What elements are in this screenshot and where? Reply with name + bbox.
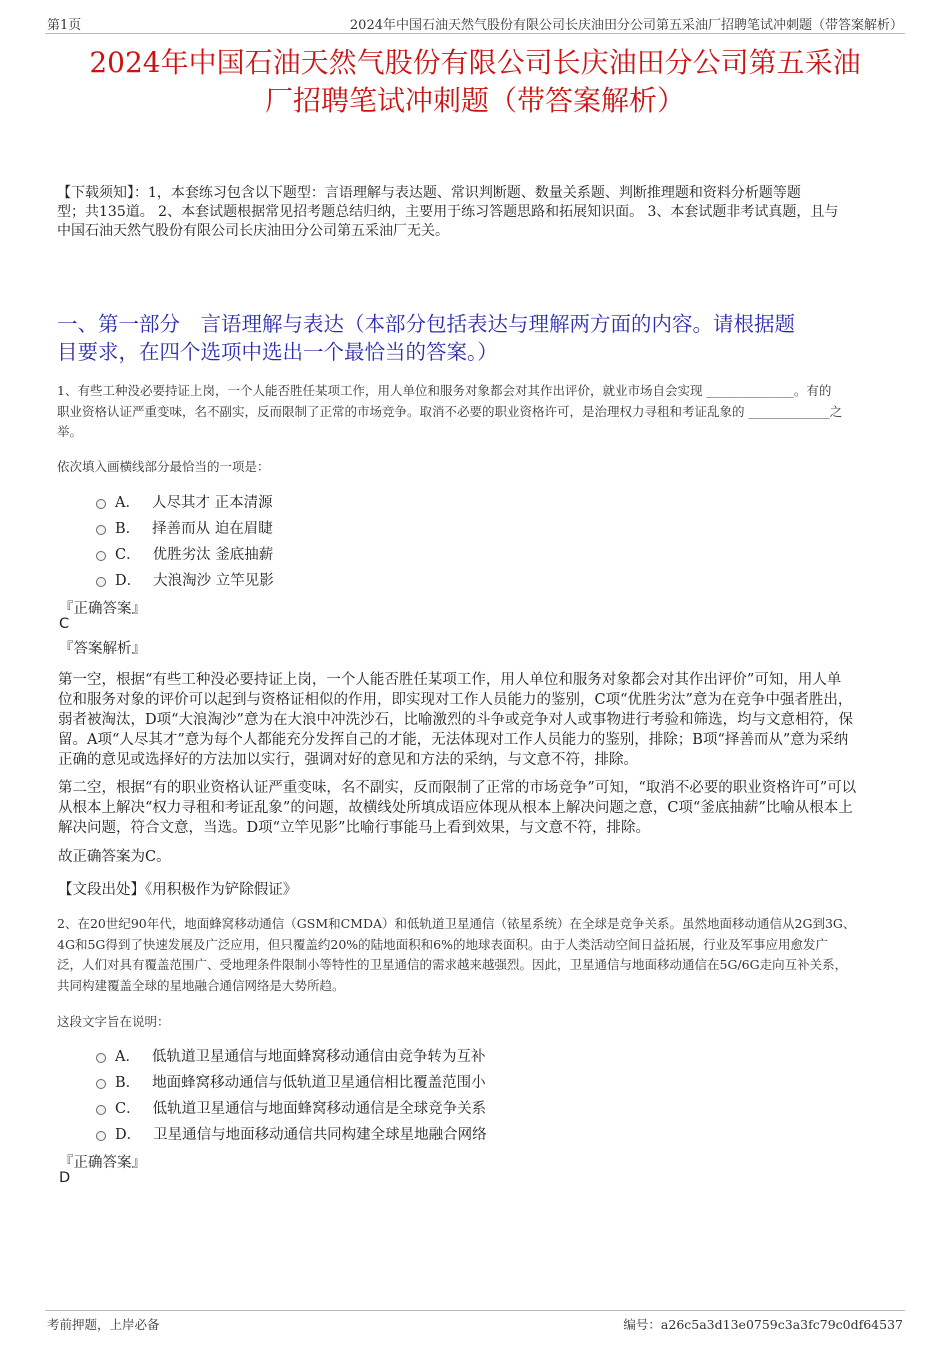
radio-icon[interactable] <box>96 551 106 561</box>
running-header-title: 2024年中国石油天然气股份有限公司长庆油田分公司第五采油厂招聘笔试冲刺题（带答案解析） <box>349 18 903 33</box>
question-2-stem <box>57 914 900 996</box>
radio-icon[interactable] <box>96 577 106 587</box>
radio-icon[interactable] <box>96 1131 106 1141</box>
option-b[interactable] <box>96 514 274 540</box>
option-letter: C． <box>115 546 141 563</box>
option-d[interactable] <box>96 566 274 592</box>
option-text: 低轨道卫星通信与地面蜂窝移动通信由竞争转为互补 <box>151 1048 486 1065</box>
section-heading-line: 一、第一部分 言语理解与表达（本部分包括表达与理解两方面的内容。请根据题 <box>57 312 795 336</box>
option-letter: A． <box>115 1048 140 1065</box>
header-divider <box>45 33 905 34</box>
option-text: 低轨道卫星通信与地面蜂窝移动通信是全球竞争关系 <box>152 1100 487 1117</box>
analysis-line: 正确的意见或选择好的方法加以实行，强调对好的意见和方法的采纳，与文意不符，排除。 <box>58 752 638 768</box>
option-a[interactable] <box>96 488 274 514</box>
correct-answer-value: D <box>59 1170 71 1186</box>
question-2-options <box>96 1042 487 1146</box>
option-text: 卫星通信与地面移动通信共同构建全球星地融合网络 <box>153 1126 487 1143</box>
option-a[interactable] <box>96 1042 487 1068</box>
option-letter: B． <box>115 520 141 537</box>
radio-icon[interactable] <box>96 1053 106 1063</box>
analysis-line: 位和服务对象的评价可以起到与资格证相似的作用，即实现对工作人员能力的鉴别，C项“优胜劣汰”意为在竞争中强者胜出， <box>58 692 853 708</box>
source-citation: 【文段出处】《用积极作为铲除假证》 <box>58 882 298 898</box>
option-d[interactable] <box>96 1120 487 1146</box>
notice-line: 型；共135道。 2、本套试题根据常见招考题总结归纳，主要用于练习答题思路和拓展知识面。 3、本套试题非考试真题，且与 <box>57 204 839 220</box>
document-title <box>50 44 900 120</box>
option-text: 大浪淘沙 立竿见影 <box>153 572 274 589</box>
radio-icon[interactable] <box>96 1105 106 1115</box>
radio-icon[interactable] <box>96 525 106 535</box>
document-serial-number: 编号：a26c5a3d13e0759c3a3fc79c0df64537 <box>623 1317 903 1332</box>
analysis-conclusion: 故正确答案为C。 <box>58 849 171 865</box>
stem-line: 共同构建覆盖全球的星地融合通信网络是大势所趋。 <box>57 977 345 993</box>
radio-icon[interactable] <box>96 1079 106 1089</box>
analysis-paragraph-2 <box>58 778 893 838</box>
question-1-stem <box>57 381 900 443</box>
option-c[interactable] <box>96 540 274 566</box>
section-heading-line: 目要求，在四个选项中选出一个最恰当的答案。） <box>57 340 498 364</box>
footer-slogan: 考前押题，上岸必备 <box>47 1317 160 1332</box>
option-letter: A． <box>115 494 140 511</box>
question-2-prompt: 这段文字旨在说明： <box>57 1014 170 1029</box>
analysis-paragraph-1 <box>58 670 893 770</box>
correct-answer-label: 『正确答案』 <box>59 1155 146 1171</box>
notice-line: 中国石油天然气股份有限公司长庆油田分公司第五采油厂无关。 <box>57 223 449 239</box>
stem-line: 1、有些工种没必要持证上岗，一个人能否胜任某项工作，用人单位和服务对象都会对其作出评价，就业市场自会实现 ______________。有的 <box>57 383 832 398</box>
option-letter: D． <box>115 1126 142 1143</box>
option-letter: B． <box>115 1074 141 1091</box>
correct-answer-value: C <box>59 616 70 632</box>
option-text: 人尽其才 正本清源 <box>151 494 273 511</box>
radio-icon[interactable] <box>96 499 106 509</box>
option-c[interactable] <box>96 1094 487 1120</box>
analysis-line: 从根本上解决“权力寻租和考证乱象”的问题，故横线处所填成语应体现从根本上解决问题之意，C项“釜底抽薪”比喻从根本上 <box>58 800 853 816</box>
analysis-line: 第一空，根据“有些工种没必要持证上岗，一个人能否胜任某项工作，用人单位和服务对象都会对其作出评价”可知，用人单 <box>58 672 842 688</box>
analysis-label: 『答案解析』 <box>59 641 146 657</box>
option-text: 地面蜂窝移动通信与低轨道卫星通信相比覆盖范围小 <box>152 1074 486 1091</box>
option-letter: D． <box>115 572 142 589</box>
option-text: 优胜劣汰 釜底抽薪 <box>152 546 274 563</box>
option-letter: C． <box>115 1100 141 1117</box>
section-heading <box>57 310 895 366</box>
analysis-line: 解决问题，符合文意，当选。D项“立竿见影”比喻行事能马上看到效果，与文意不符，排除。 <box>58 820 650 836</box>
title-line-2: 厂招聘笔试冲刺题（带答案解析） <box>264 84 685 117</box>
analysis-line: 留。A项“人尽其才”意为每个人都能充分发挥自己的才能，无法体现对工作人员能力的鉴别，排除；B项“择善而从”意为采纳 <box>58 732 849 748</box>
stem-line: 2、在20世纪90年代，地面蜂窝移动通信（GSM和CMDA）和低轨道卫星通信（铱星系统）在全球是竞争关系。虽然地面移动通信从2G到3G、 <box>57 916 856 931</box>
stem-line: 举。 <box>57 424 83 439</box>
correct-answer-label: 『正确答案』 <box>59 601 146 617</box>
analysis-line: 弱者被淘汰，D项“大浪淘沙”意为在大浪中冲洗沙石，比喻激烈的斗争或竞争对人或事物进行考验和筛选，均与文意相符，保 <box>58 712 853 728</box>
question-1-options <box>96 488 274 592</box>
option-text: 择善而从 迫在眉睫 <box>152 520 273 537</box>
option-b[interactable] <box>96 1068 487 1094</box>
notice-line: 【下载须知】：1，本套练习包含以下题型：言语理解与表达题、常识判断题、数量关系题、判断推理题和资料分析题等题 <box>57 185 801 201</box>
analysis-line: 第二空，根据“有的职业资格认证严重变味，名不副实，反而限制了正常的市场竞争”可知，“取消不必要的职业资格许可”可以 <box>58 780 857 796</box>
stem-line: 职业资格认证严重变味，名不副实，反而限制了正常的市场竞争。取消不必要的职业资格许可，是治理权力寻租和考证乱象的 _____________之 <box>57 403 843 419</box>
footer-divider <box>45 1310 905 1311</box>
download-notice <box>57 184 893 241</box>
stem-line: 4G和5G得到了快速发展及广泛应用，但只覆盖约20%的陆地面积和6%的地球表面积。由于人类活动空间日益拓展，行业及军事应用愈发广 <box>57 936 828 952</box>
question-1-prompt: 依次填入画横线部分最恰当的一项是： <box>57 459 270 474</box>
page-number: 第1页 <box>47 18 82 33</box>
title-line-1: 2024年中国石油天然气股份有限公司长庆油田分公司第五采油 <box>89 46 861 79</box>
stem-line: 泛，人们对具有覆盖范围广、受地理条件限制小等特性的卫星通信的需求越来越强烈。因此，卫星通信与地面移动通信在5G/6G走向互补关系， <box>57 957 848 972</box>
